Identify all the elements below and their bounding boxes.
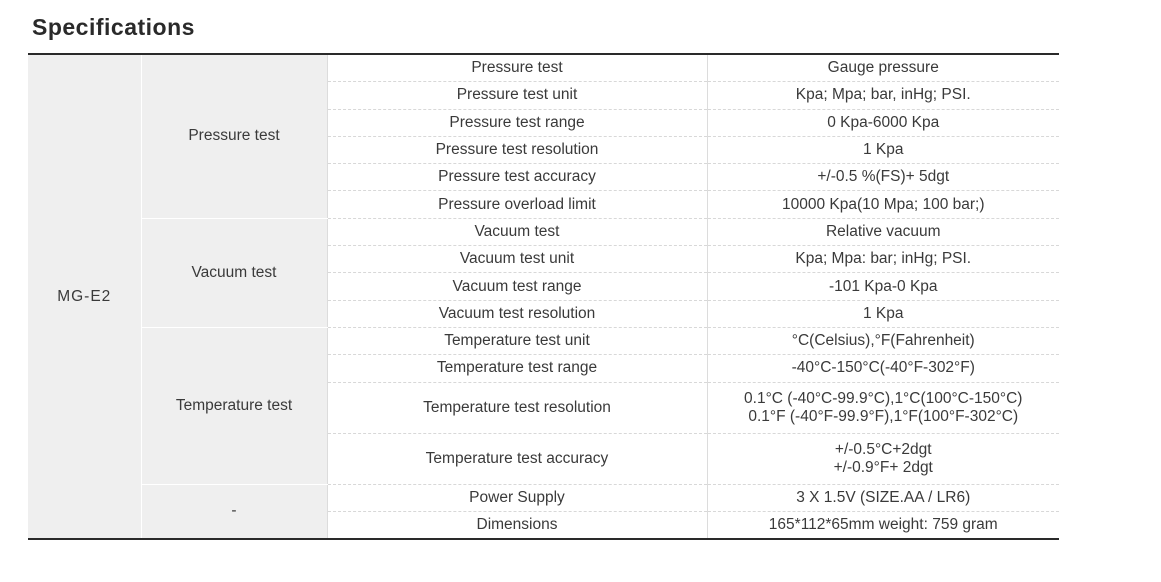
value-cell: Kpa; Mpa: bar; inHg; PSI.: [707, 246, 1059, 273]
param-cell: Pressure test accuracy: [327, 164, 707, 191]
param-cell: Temperature test unit: [327, 327, 707, 354]
value-line: 0.1°F (-40°F-99.9°F),1°F(100°F-302°C): [748, 407, 1019, 425]
param-cell: Pressure overload limit: [327, 191, 707, 218]
value-cell: -40°C-150°C(-40°F-302°F): [707, 355, 1059, 382]
table-row: [28, 327, 1059, 354]
group-pressure-test: Pressure test: [141, 54, 327, 218]
value-cell: 3 X 1.5V (SIZE.AA / LR6): [707, 484, 1059, 511]
group-misc: -: [141, 484, 327, 539]
value-line: 0.1°C (-40°C-99.9°C),1°C(100°C-150°C): [744, 389, 1023, 407]
model-name: MG-E2: [28, 54, 141, 539]
value-cell: 0 Kpa-6000 Kpa: [707, 109, 1059, 136]
value-cell: [707, 433, 1059, 484]
value-cell: [707, 382, 1059, 433]
table-row: [28, 218, 1059, 245]
group-vacuum-test: Vacuum test: [141, 218, 327, 327]
value-cell: 165*112*65mm weight: 759 gram: [768, 516, 998, 533]
param-cell: Pressure test resolution: [327, 136, 707, 163]
value-line: +/-0.9°F+ 2dgt: [833, 458, 933, 476]
specifications-table: [28, 53, 1059, 540]
value-cell: -101 Kpa-0 Kpa: [707, 273, 1059, 300]
page-title: Specifications: [32, 14, 195, 40]
param-cell: Vacuum test range: [327, 273, 707, 300]
value-cell: °C(Celsius),°F(Fahrenheit): [707, 327, 1059, 354]
value-cell: Relative vacuum: [707, 218, 1059, 245]
value-cell: 1 Kpa: [707, 300, 1059, 327]
group-temperature-test: Temperature test: [141, 327, 327, 484]
param-cell: Vacuum test resolution: [327, 300, 707, 327]
value-cell: Kpa; Mpa; bar, inHg; PSI.: [707, 82, 1059, 109]
param-cell: Pressure test unit: [327, 82, 707, 109]
table-row: [28, 484, 1059, 511]
param-cell: Temperature test range: [327, 355, 707, 382]
table-row: [28, 54, 1059, 82]
param-cell: Pressure test range: [327, 109, 707, 136]
param-cell: Vacuum test unit: [327, 246, 707, 273]
param-cell: Temperature test resolution: [327, 382, 707, 433]
value-cell: 10000 Kpa(10 Mpa; 100 bar;): [707, 191, 1059, 218]
param-cell: Vacuum test: [327, 218, 707, 245]
param-cell: Temperature test accuracy: [327, 433, 707, 484]
value-cell: Gauge pressure: [707, 54, 1059, 82]
param-cell: Dimensions: [327, 511, 707, 539]
param-cell: Pressure test: [327, 54, 707, 82]
value-cell: +/-0.5 %(FS)+ 5dgt: [707, 164, 1059, 191]
param-cell: Power Supply: [327, 484, 707, 511]
value-cell: 1 Kpa: [707, 136, 1059, 163]
value-line: +/-0.5°C+2dgt: [834, 440, 932, 458]
